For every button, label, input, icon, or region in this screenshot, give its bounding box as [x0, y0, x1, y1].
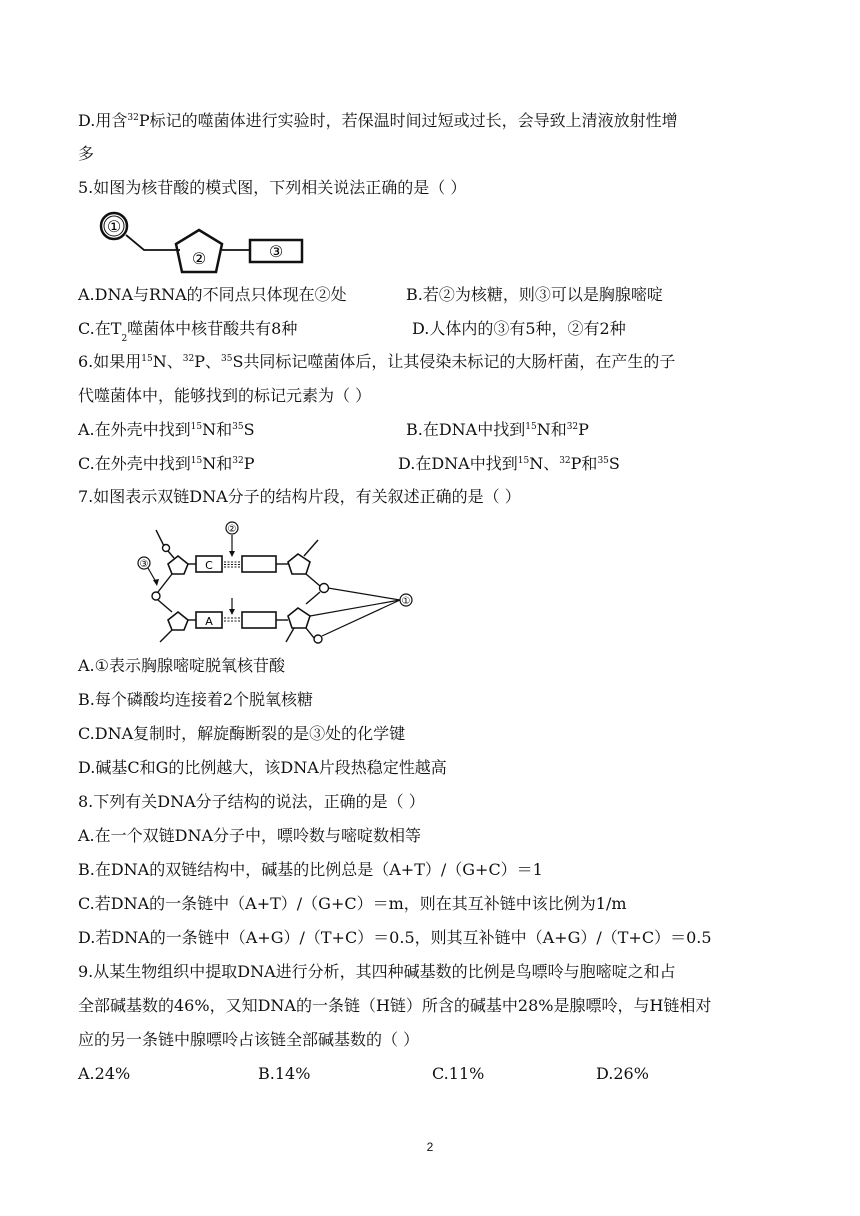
page-number: 2: [426, 1140, 434, 1154]
q9-option-b: B.14%: [258, 1064, 311, 1083]
q9-option-a: A.24%: [78, 1064, 131, 1083]
q9-option-c: C.11%: [432, 1064, 485, 1083]
figure1-label-2: ②: [191, 249, 207, 268]
figure2-label-2: ②: [227, 524, 237, 535]
q7-stem: 7.如图表示双链DNA分子的结构片段，有关叙述正确的是（ ）: [78, 487, 521, 506]
q4-option-d-continued: 多: [78, 144, 95, 163]
nucleotide-diagram: [96, 208, 316, 288]
figure2-label-1: ①: [401, 596, 411, 607]
q8-option-b: B.在DNA的双链结构中，碱基的比例总是（A+T）/（G+C）＝1: [78, 860, 543, 879]
q6-option-b: B.在DNA中找到$^{15}$N和$^{32}$P: [406, 420, 589, 439]
q8-option-d: D.若DNA的一条链中（A+G）/（T+C）＝0.5，则其互补链中（A+G）/（T+C）＝0.5: [78, 928, 712, 947]
q9-stem-line1: 9.从某生物组织中提取DNA进行分析，其四种碱基数的比例是鸟嘌呤与胞嘧啶之和占: [78, 962, 676, 981]
figure2-base-a: A: [205, 615, 213, 628]
q6-stem-line2: 代噬菌体中，能够找到的标记元素为（ ）: [78, 386, 372, 405]
q5-option-a: A.DNA与RNA的不同点只体现在②处: [78, 285, 347, 304]
figure2-base-c: C: [205, 559, 213, 572]
q5-option-c: C.在$T_2$噬菌体中核苷酸共有8种: [78, 319, 298, 345]
q4-option-d: D.用含$^{32}$P标记的噬菌体进行实验时，若保温时间过短或过长，会导致上清液放射性增: [78, 111, 678, 130]
dna-segment-diagram: [134, 518, 424, 650]
figure1-label-3: ③: [268, 242, 284, 261]
q9-option-d: D.26%: [596, 1064, 649, 1083]
q7-option-b: B.每个磷酸均连接着2个脱氧核糖: [78, 690, 314, 709]
q8-stem: 8.下列有关DNA分子结构的说法，正确的是（ ）: [78, 792, 425, 811]
q7-option-d: D.碱基C和G的比例越大，该DNA片段热稳定性越高: [78, 758, 447, 777]
q7-option-a: A.①表示胸腺嘧啶脱氧核苷酸: [78, 656, 285, 675]
q9-stem-line2: 全部碱基数的46%，又知DNA的一条链（H链）所含的碱基中28%是腺嘌呤，与H链相对: [78, 996, 712, 1015]
q8-option-a: A.在一个双链DNA分子中，嘌呤数与嘧啶数相等: [78, 826, 422, 845]
q6-option-d: D.在DNA中找到$^{15}$N、$^{32}$P和$^{35}$S: [398, 454, 620, 473]
figure1-label-1: ①: [106, 217, 122, 236]
q5-option-d: D.人体内的③有5种，②有2种: [412, 319, 626, 338]
q6-stem-line1: 6.如果用$^{15}$N、$^{32}$P、$^{35}$S共同标记噬菌体后，让其侵染未标记的大肠杆菌，在产生的子: [78, 352, 676, 371]
q9-stem-line3: 应的另一条链中腺嘌呤占该链全部碱基数的（ ）: [78, 1030, 420, 1049]
q7-option-c: C.DNA复制时，解旋酶断裂的是③处的化学键: [78, 724, 406, 743]
q8-option-c: C.若DNA的一条链中（A+T）/（G+C）＝m，则在其互补链中该比例为1/m: [78, 894, 627, 913]
figure2-label-3: ③: [139, 559, 149, 570]
q5-stem: 5.如图为核苷酸的模式图，下列相关说法正确的是（ ）: [78, 178, 467, 197]
q6-option-a: A.在外壳中找到$^{15}$N和$^{35}$S: [78, 420, 255, 439]
q5-option-b: B.若②为核糖，则③可以是胸腺嘧啶: [406, 285, 663, 304]
q6-option-c: C.在外壳中找到$^{15}$N和$^{32}$P: [78, 454, 255, 473]
